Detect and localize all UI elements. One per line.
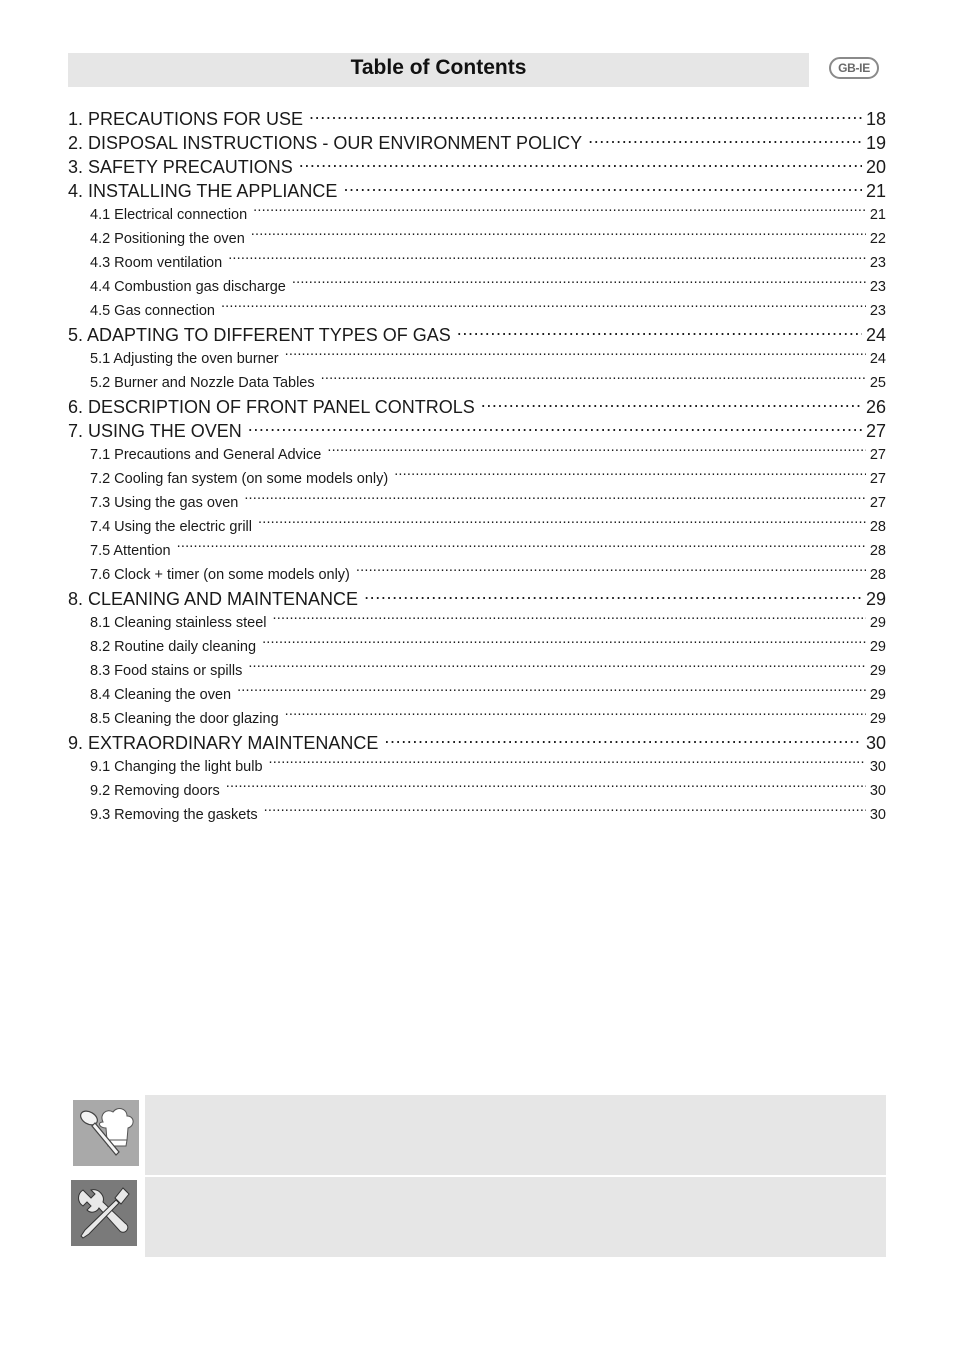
technician-info-panel — [145, 1177, 886, 1257]
toc-entry-label: 8. CLEANING AND MAINTENANCE — [68, 589, 359, 609]
toc-subsection[interactable] — [68, 347, 886, 371]
language-badge: GB-IE — [829, 57, 879, 79]
toc-page-number: 27 — [869, 471, 886, 487]
toc-dot-leader — [481, 395, 862, 413]
toc-subsection[interactable] — [68, 203, 886, 227]
toc-page-number: 27 — [869, 495, 886, 511]
toc-subsection[interactable] — [68, 683, 886, 707]
toc-section[interactable] — [68, 587, 886, 611]
toc-page-number: 27 — [865, 421, 886, 441]
toc-dot-leader — [299, 155, 862, 173]
toc-page-number: 23 — [869, 255, 886, 271]
toc-dot-leader — [237, 685, 866, 700]
toc-page-number: 21 — [869, 207, 886, 223]
toc-entry-label: 5.1 Adjusting the oven burner — [90, 351, 279, 367]
toc-subsection[interactable] — [68, 227, 886, 251]
toc-entry-label: 7. USING THE OVEN — [68, 421, 242, 441]
toc-entry-label: 6. DESCRIPTION OF FRONT PANEL CONTROLS — [68, 397, 475, 417]
toc-subsection[interactable] — [68, 443, 886, 467]
toc-dot-leader — [327, 445, 866, 460]
toc-dot-leader — [264, 805, 866, 820]
toc-subsection[interactable] — [68, 707, 886, 731]
toc-entry-label: 2. DISPOSAL INSTRUCTIONS - OUR ENVIRONMENT POLICY — [68, 133, 583, 153]
toc-entry-label: 9. EXTRAORDINARY MAINTENANCE — [68, 733, 379, 753]
toc-page-number: 24 — [869, 351, 886, 367]
toc-subsection[interactable] — [68, 467, 886, 491]
title-bar — [68, 53, 809, 87]
toc-page-number: 30 — [869, 783, 886, 799]
toc-page-number: 20 — [865, 157, 886, 177]
toc-subsection[interactable] — [68, 491, 886, 515]
toc-entry-label: 4.4 Combustion gas discharge — [90, 279, 286, 295]
toc-entry-label: 7.5 Attention — [90, 543, 171, 559]
toc-dot-leader — [588, 131, 862, 149]
toc-page-number: 24 — [865, 325, 886, 345]
toc-dot-leader — [177, 541, 866, 556]
toc-subsection[interactable] — [68, 275, 886, 299]
toc-entry-label: 4.2 Positioning the oven — [90, 231, 245, 247]
toc-entry-label: 9.2 Removing doors — [90, 783, 220, 799]
toc-dot-leader — [292, 277, 866, 292]
toc-entry-label: 7.6 Clock + timer (on some models only) — [90, 567, 350, 583]
toc-page-number: 29 — [869, 687, 886, 703]
toc-page-number: 23 — [869, 279, 886, 295]
toc-dot-leader — [248, 661, 866, 676]
toc-dot-leader — [356, 565, 866, 580]
toc-section[interactable] — [68, 131, 886, 155]
toc-dot-leader — [269, 757, 866, 772]
toc-page-number: 28 — [869, 567, 886, 583]
toc-entry-label: 8.1 Cleaning stainless steel — [90, 615, 267, 631]
toc-section[interactable] — [68, 179, 886, 203]
toc-dot-leader — [226, 781, 866, 796]
toc-dot-leader — [228, 253, 866, 268]
toc-section[interactable] — [68, 395, 886, 419]
toc-entry-label: 4. INSTALLING THE APPLIANCE — [68, 181, 338, 201]
toc-dot-leader — [253, 205, 866, 220]
toc-dot-leader — [221, 301, 866, 316]
toc-dot-leader — [262, 637, 866, 652]
chef-hat-spoon-icon — [73, 1100, 139, 1166]
toc-dot-leader — [251, 229, 866, 244]
toc-subsection[interactable] — [68, 563, 886, 587]
toc-entry-label: 9.3 Removing the gaskets — [90, 807, 258, 823]
toc-dot-leader — [364, 587, 862, 605]
toc-subsection[interactable] — [68, 299, 886, 323]
toc-entry-label: 7.4 Using the electric grill — [90, 519, 252, 535]
toc-entry-label: 7.1 Precautions and General Advice — [90, 447, 322, 463]
toc-entry-label: 8.5 Cleaning the door glazing — [90, 711, 279, 727]
toc-entry-label: 9.1 Changing the light bulb — [90, 759, 263, 775]
toc-entry-label: 4.5 Gas connection — [90, 303, 215, 319]
toc-page-number: 27 — [869, 447, 886, 463]
toc-page-number: 21 — [865, 181, 886, 201]
toc-dot-leader — [321, 373, 866, 388]
toc-dot-leader — [343, 179, 862, 197]
toc-entry-label: 4.1 Electrical connection — [90, 207, 248, 223]
toc-page-number: 28 — [869, 543, 886, 559]
page-title: Table of Contents — [350, 56, 527, 79]
toc-subsection[interactable] — [68, 515, 886, 539]
toc-page-number: 23 — [869, 303, 886, 319]
toc-dot-leader — [285, 349, 866, 364]
toc-dot-leader — [457, 323, 862, 341]
toc-subsection[interactable] — [68, 611, 886, 635]
toc-section[interactable] — [68, 731, 886, 755]
toc-subsection[interactable] — [68, 371, 886, 395]
toc-page-number: 30 — [869, 807, 886, 823]
table-of-contents — [68, 107, 886, 827]
toc-page-number: 29 — [869, 711, 886, 727]
toc-entry-label: 8.3 Food stains or spills — [90, 663, 243, 679]
toc-subsection[interactable] — [68, 803, 886, 827]
toc-subsection[interactable] — [68, 539, 886, 563]
toc-page-number: 29 — [869, 663, 886, 679]
toc-dot-leader — [258, 517, 866, 532]
toc-entry-label: 7.3 Using the gas oven — [90, 495, 239, 511]
toc-page-number: 19 — [865, 133, 886, 153]
toc-page-number: 26 — [865, 397, 886, 417]
toc-page-number: 30 — [865, 733, 886, 753]
wrench-screwdriver-icon — [71, 1180, 137, 1246]
toc-subsection[interactable] — [68, 635, 886, 659]
toc-entry-label: 8.2 Routine daily cleaning — [90, 639, 257, 655]
toc-page-number: 29 — [865, 589, 886, 609]
toc-dot-leader — [309, 107, 862, 125]
toc-dot-leader — [285, 709, 866, 724]
toc-subsection[interactable] — [68, 779, 886, 803]
toc-dot-leader — [273, 613, 866, 628]
toc-page-number: 29 — [869, 615, 886, 631]
toc-dot-leader — [384, 731, 862, 749]
toc-page-number: 28 — [869, 519, 886, 535]
toc-page-number: 29 — [869, 639, 886, 655]
toc-entry-label: 5.2 Burner and Nozzle Data Tables — [90, 375, 315, 391]
toc-subsection[interactable] — [68, 659, 886, 683]
toc-entry-label: 4.3 Room ventilation — [90, 255, 223, 271]
toc-entry-label: 8.4 Cleaning the oven — [90, 687, 232, 703]
toc-section[interactable] — [68, 155, 886, 179]
toc-dot-leader — [248, 419, 862, 437]
toc-entry-label: 7.2 Cooling fan system (on some models only) — [90, 471, 389, 487]
toc-page-number: 18 — [865, 109, 886, 129]
toc-section[interactable] — [68, 107, 886, 131]
toc-dot-leader — [244, 493, 866, 508]
toc-entry-label: 5. ADAPTING TO DIFFERENT TYPES OF GAS — [68, 325, 451, 345]
user-info-panel — [145, 1095, 886, 1175]
toc-subsection[interactable] — [68, 251, 886, 275]
toc-page-number: 30 — [869, 759, 886, 775]
toc-section[interactable] — [68, 323, 886, 347]
toc-entry-label: 1. PRECAUTIONS FOR USE — [68, 109, 304, 129]
toc-page-number: 25 — [869, 375, 886, 391]
toc-dot-leader — [394, 469, 866, 484]
toc-section[interactable] — [68, 419, 886, 443]
toc-page-number: 22 — [869, 231, 886, 247]
toc-subsection[interactable] — [68, 755, 886, 779]
toc-entry-label: 3. SAFETY PRECAUTIONS — [68, 157, 293, 177]
